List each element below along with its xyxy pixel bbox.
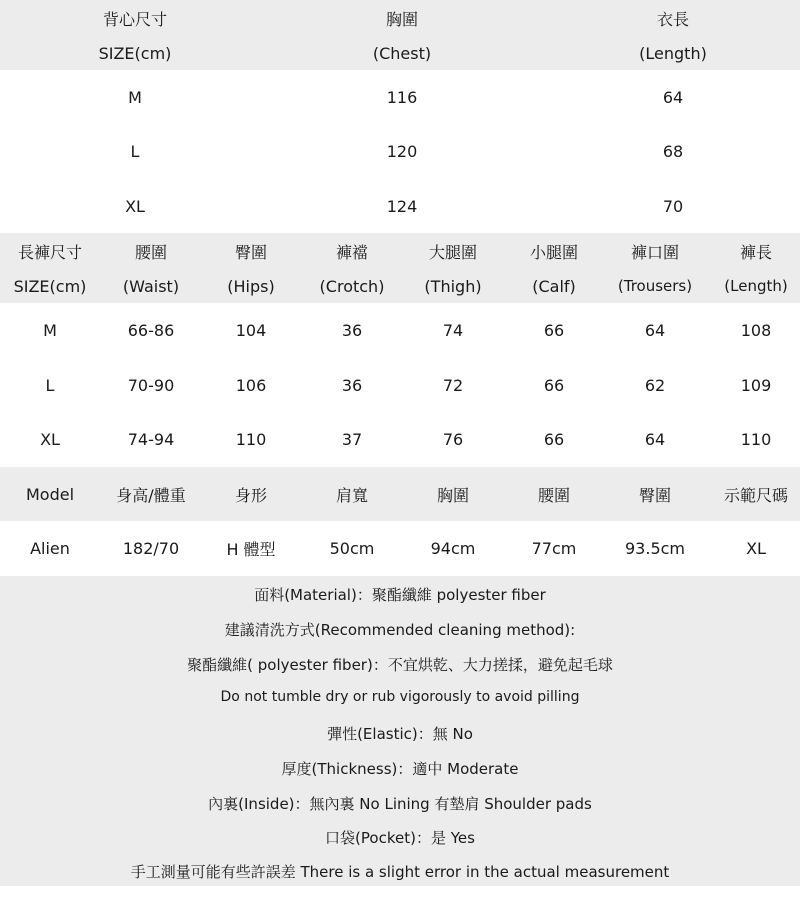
pants-header-thigh: 大腿圍 — [428, 242, 478, 262]
table-row — [0, 358, 800, 412]
vest-header-size-en: SIZE(cm) — [98, 43, 172, 63]
pants-waist-cell: 70-90 — [127, 375, 175, 395]
pants-header-crotch-en: (Crotch) — [319, 276, 385, 296]
model-body-type-cell: H 體型 — [226, 539, 276, 559]
model-height-weight-cell: 182/70 — [122, 538, 180, 558]
pants-trousers-cell: 64 — [644, 429, 666, 449]
pants-header-trousers-en: (Trousers) — [617, 277, 693, 295]
pants-crotch-cell: 37 — [341, 429, 363, 449]
model-header-shoulder: 肩寬 — [335, 485, 369, 505]
pants-body — [0, 303, 800, 467]
pants-crotch-cell: 36 — [341, 320, 363, 340]
pants-hips-cell: 104 — [235, 320, 267, 340]
model-header-body-type: 身形 — [234, 485, 268, 505]
pants-calf-cell: 66 — [543, 375, 565, 395]
table-row — [0, 124, 800, 178]
model-name-cell: Alien — [30, 538, 70, 558]
model-shoulder-cell: 50cm — [329, 538, 375, 558]
vest-length-cell: 70 — [662, 196, 684, 216]
table-row — [0, 521, 800, 575]
pants-header-hips-en: (Hips) — [227, 276, 275, 296]
pants-size-cell: L — [45, 375, 55, 395]
model-header-hips: 臀圍 — [638, 485, 672, 505]
model-chest-cell: 94cm — [430, 538, 476, 558]
pants-header-waist: 腰圍 — [134, 242, 168, 262]
vest-body — [0, 70, 800, 233]
model-header-height-weight: 身高/體重 — [116, 485, 186, 505]
pants-header-crotch: 褲襠 — [335, 242, 369, 262]
measurement-error-note: 手工測量可能有些許誤差 There is a slight error in the actual measurement — [130, 863, 670, 881]
pants-header-thigh-en: (Thigh) — [424, 276, 482, 296]
vest-size-cell: L — [130, 141, 140, 161]
vest-chest-cell: 124 — [386, 196, 418, 216]
cleaning-note-en: Do not tumble dry or rub vigorously to avoid pilling — [220, 689, 580, 705]
pants-header-calf-en: (Calf) — [532, 276, 576, 296]
pants-thigh-cell: 74 — [442, 320, 464, 340]
model-header-band — [0, 467, 800, 521]
vest-header-chest-en: (Chest) — [372, 43, 432, 63]
inside-note: 內裏(Inside)：無內裏 No Lining 有墊肩 Shoulder pads — [208, 795, 592, 813]
model-header-demo-size: 示範尺碼 — [723, 485, 789, 505]
vest-header-band — [0, 0, 800, 70]
model-header-model: Model — [25, 484, 75, 504]
vest-header-length: 衣長 — [656, 9, 690, 29]
pants-header-trousers: 褲口圍 — [630, 242, 680, 262]
pants-calf-cell: 66 — [543, 320, 565, 340]
model-body — [0, 521, 800, 576]
vest-header-zh-row — [0, 0, 800, 36]
elastic-note: 彈性(Elastic)：無 No — [327, 725, 473, 743]
pants-header-length: 褲長 — [739, 242, 773, 262]
pants-waist-cell: 66-86 — [127, 320, 175, 340]
table-row — [0, 412, 800, 466]
pants-header-hips: 臀圍 — [234, 242, 268, 262]
model-demo-size-cell: XL — [746, 538, 766, 558]
vest-header-length-en: (Length) — [639, 43, 707, 63]
model-header-waist: 腰圍 — [537, 485, 571, 505]
pants-trousers-cell: 64 — [644, 320, 666, 340]
vest-header-chest: 胸圍 — [385, 9, 419, 29]
pants-header-length-en: (Length) — [724, 277, 788, 295]
pocket-note: 口袋(Pocket)：是 Yes — [325, 829, 475, 847]
pants-header-band — [0, 233, 800, 303]
pants-calf-cell: 66 — [543, 429, 565, 449]
cleaning-title: 建議清洗方式(Recommended cleaning method): — [224, 621, 576, 639]
vest-length-cell: 64 — [662, 87, 684, 107]
model-header-chest: 胸圍 — [436, 485, 470, 505]
table-row — [0, 70, 800, 124]
pants-size-cell: M — [43, 320, 57, 340]
table-row — [0, 303, 800, 357]
cleaning-note-zh: 聚酯纖維( polyester fiber)：不宜烘乾、大力搓揉，避免起毛球 — [187, 656, 613, 674]
pants-size-cell: XL — [40, 429, 60, 449]
vest-chest-cell: 116 — [386, 87, 418, 107]
vest-header-size: 背心尺寸 — [102, 9, 168, 29]
thickness-note: 厚度(Thickness)：適中 Moderate — [281, 760, 519, 778]
model-header-row — [0, 467, 800, 521]
pants-length-cell: 110 — [740, 429, 772, 449]
material-note: 面料(Material)：聚酯纖維 polyester fiber — [254, 586, 546, 604]
pants-header-zh-row — [0, 233, 800, 269]
pants-trousers-cell: 62 — [644, 375, 666, 395]
pants-crotch-cell: 36 — [341, 375, 363, 395]
model-hips-cell: 93.5cm — [624, 538, 686, 558]
table-row — [0, 179, 800, 233]
product-notes — [0, 576, 800, 886]
pants-length-cell: 108 — [740, 320, 772, 340]
pants-length-cell: 109 — [740, 375, 772, 395]
pants-header-size-en: SIZE(cm) — [13, 276, 87, 296]
pants-waist-cell: 74-94 — [127, 429, 175, 449]
vest-length-cell: 68 — [662, 141, 684, 161]
model-waist-cell: 77cm — [531, 538, 577, 558]
vest-size-cell: M — [128, 87, 142, 107]
vest-size-cell: XL — [125, 196, 145, 216]
vest-chest-cell: 120 — [386, 141, 418, 161]
pants-hips-cell: 110 — [235, 429, 267, 449]
pants-hips-cell: 106 — [235, 375, 267, 395]
pants-header-size: 長褲尺寸 — [17, 242, 83, 262]
pants-thigh-cell: 72 — [442, 375, 464, 395]
pants-header-en-row — [0, 269, 800, 303]
pants-thigh-cell: 76 — [442, 429, 464, 449]
vest-header-en-row — [0, 36, 800, 70]
pants-header-waist-en: (Waist) — [122, 276, 180, 296]
pants-header-calf: 小腿圍 — [529, 242, 579, 262]
